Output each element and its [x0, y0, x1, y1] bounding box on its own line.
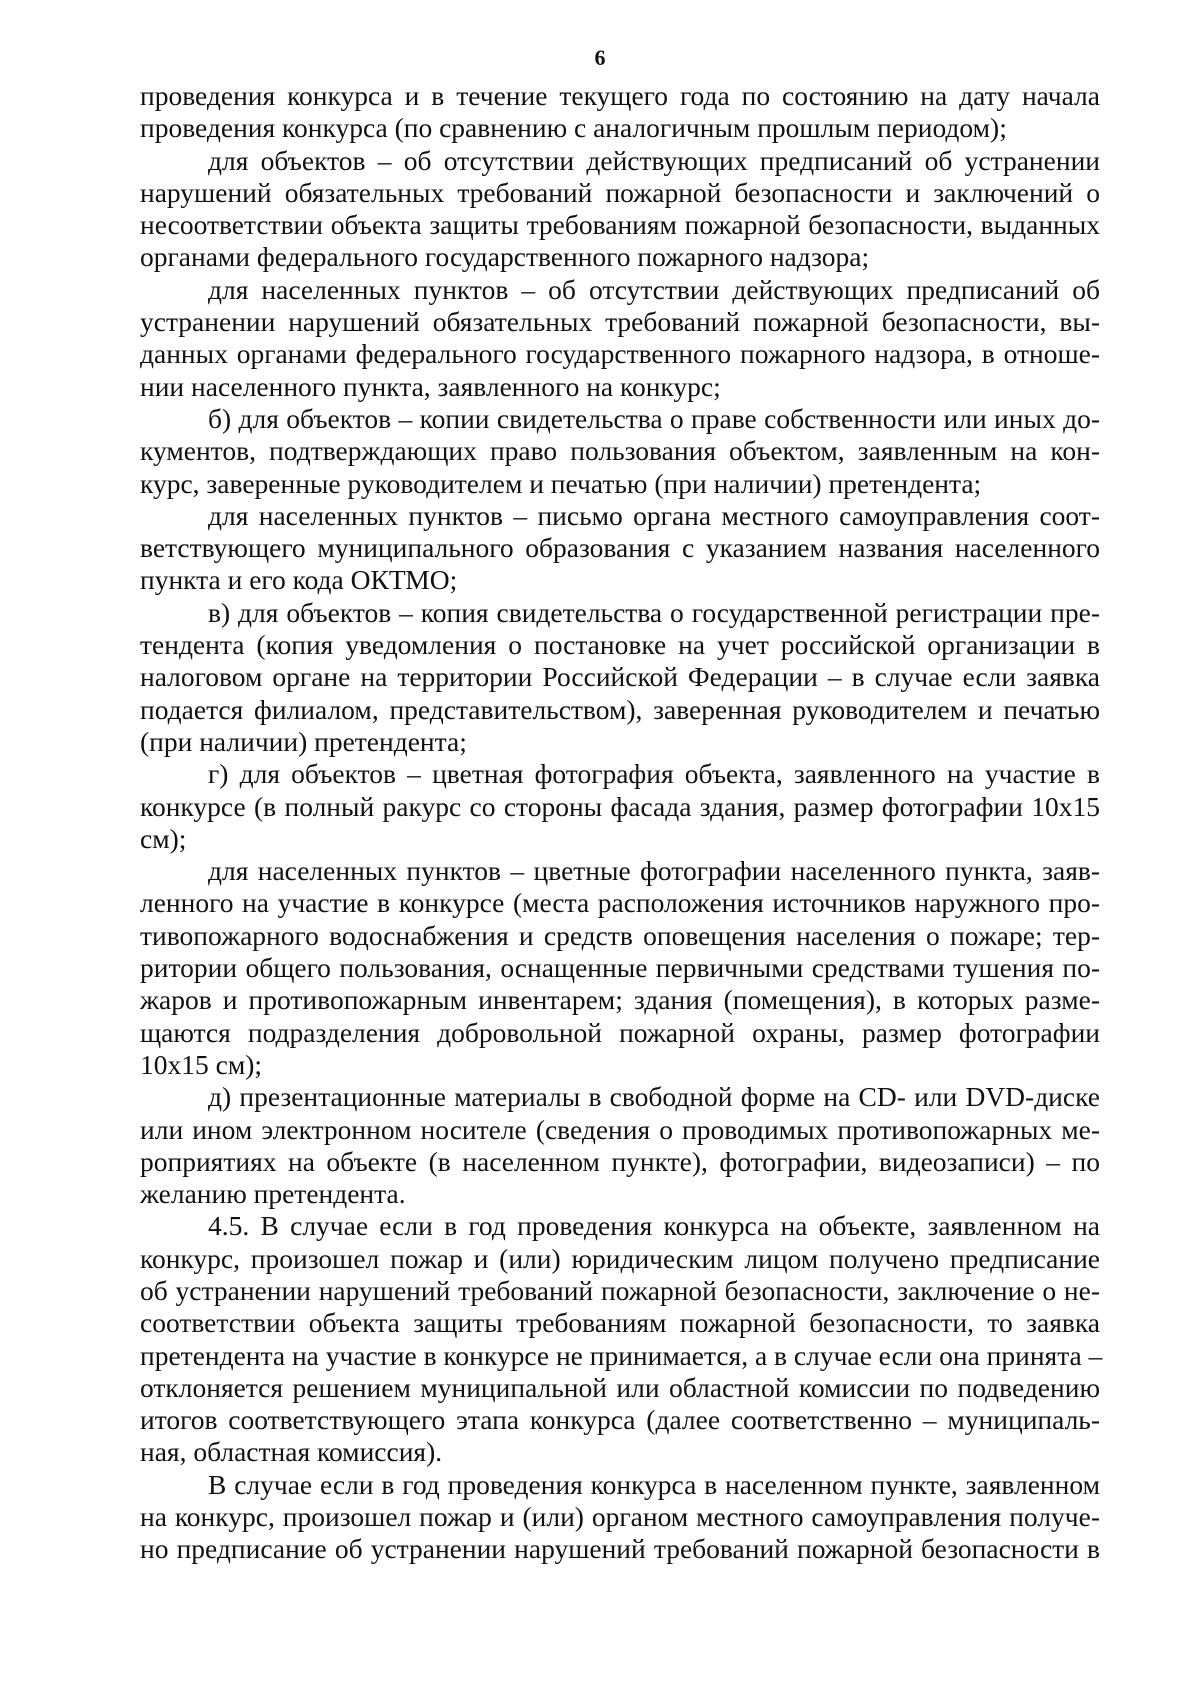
text-line: ритории общего пользования, оснащенные первичными средствами тушения по-: [140, 952, 1100, 984]
text-line: конкурс, произошел пожар и (или) юридическим лицом получено предписание: [140, 1242, 1100, 1274]
text-line: на конкурс, произошел пожар и (или) органом местного самоуправления получе-: [140, 1501, 1100, 1533]
text-line: пункта и его кода ОКТМО;: [140, 564, 458, 596]
text-line: претендента на участие в конкурсе не принимается, а в случае если она принята –: [140, 1339, 1103, 1371]
text-line: см);: [140, 822, 187, 854]
text-line: В случае если в год проведения конкурса в населенном пункте, заявленном: [208, 1468, 1100, 1500]
text-line: ветствующего муниципального образования с указанием названия населенного: [140, 532, 1100, 564]
text-line: д) презентационные материалы в свободной форме на CD- или DVD-диске: [208, 1081, 1100, 1113]
text-line: г) для объектов – цветная фотография объекта, заявленного на участие в: [208, 758, 1100, 790]
text-line: щаются подразделения добровольной пожарной охраны, размер фотографии: [140, 1016, 1100, 1048]
text-line: устранении нарушений обязательных требований пожарной безопасности, вы-: [140, 306, 1100, 338]
text-line: для населенных пунктов – цветные фотографии населенного пункта, заяв-: [208, 855, 1100, 887]
text-line: роприятиях на объекте (в населенном пункте), фотографии, видеозаписи) – по: [140, 1145, 1100, 1177]
text-line: отклоняется решением муниципальной или областной комиссии по подведению: [140, 1371, 1100, 1403]
text-line: подается филиалом, представительством), заверенная руководителем и печатью: [140, 693, 1100, 725]
text-line: соответствии объекта защиты требованиям пожарной безопасности, то заявка: [140, 1307, 1100, 1339]
text-line: ная, областная комиссия).: [140, 1436, 443, 1468]
text-line: для объектов – об отсутствии действующих предписаний об устранении: [208, 144, 1100, 176]
text-line: 4.5. В случае если в год проведения конкурса на объекте, заявленном на: [208, 1210, 1100, 1242]
text-line: желанию претендента.: [140, 1178, 406, 1210]
text-line: для населенных пунктов – об отсутствии действующих предписаний об: [208, 273, 1100, 305]
text-line: конкурсе (в полный ракурс со стороны фасада здания, размер фотографии 10х15: [140, 790, 1100, 822]
text-line: тендента (копия уведомления о постановке на учет российской организации в: [140, 629, 1100, 661]
text-line: б) для объектов – копии свидетельства о праве собственности или иных до-: [208, 402, 1100, 434]
text-line: курс, заверенные руководителем и печатью (при наличии) претендента;: [140, 467, 982, 499]
text-line: ленного на участие в конкурсе (места расположения источников наружного про-: [140, 887, 1100, 919]
text-line: (при наличии) претендента;: [140, 725, 467, 757]
text-line: нарушений обязательных требований пожарной безопасности и заключений о: [140, 176, 1100, 208]
text-line: несоответствии объекта защиты требованиям пожарной безопасности, выданных: [140, 209, 1100, 241]
document-body: [140, 80, 1103, 1566]
text-line: проведения конкурса (по сравнению с аналогичным прошлым периодом);: [140, 112, 1007, 144]
text-line: проведения конкурса и в течение текущего года по состоянию на дату начала: [140, 80, 1100, 111]
text-line: налоговом органе на территории Российской Федерации – в случае если заявка: [140, 661, 1100, 693]
text-line: органами федерального государственного пожарного надзора;: [140, 241, 870, 273]
page-number: 6: [594, 45, 606, 70]
text-line: тивопожарного водоснабжения и средств оповещения населения о пожаре; тер-: [140, 919, 1100, 951]
text-line: нии населенного пункта, заявленного на конкурс;: [140, 370, 721, 402]
text-line: но предписание об устранении нарушений требований пожарной безопасности в: [140, 1533, 1100, 1565]
text-line: кументов, подтверждающих право пользования объектом, заявленным на кон-: [140, 435, 1100, 467]
text-line: данных органами федерального государственного пожарного надзора, в отноше-: [140, 338, 1100, 370]
text-line: или ином электронном носителе (сведения о проводимых противопожарных ме-: [140, 1113, 1100, 1145]
text-line: об устранении нарушений требований пожарной безопасности, заключение о не-: [140, 1274, 1100, 1306]
text-line: в) для объектов – копия свидетельства о государственной регистрации пре-: [208, 596, 1100, 628]
text-line: жаров и противопожарным инвентарем; здания (помещения), в которых разме-: [140, 984, 1100, 1016]
text-line: итогов соответствующего этапа конкурса (далее соответственно – муниципаль-: [140, 1404, 1100, 1436]
text-line: для населенных пунктов – письмо органа местного самоуправления соот-: [208, 499, 1100, 531]
text-line: 10х15 см);: [140, 1048, 263, 1080]
